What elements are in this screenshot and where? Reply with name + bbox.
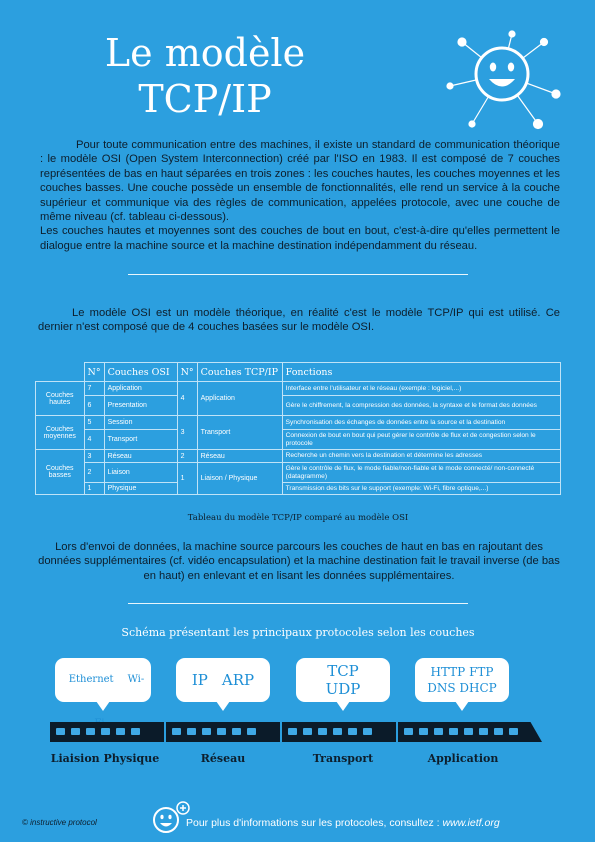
intro-text-1: Pour toute communication entre des machines, il existe un standard de communication théorique : le modèle OSI (Open System Interconnection) créé par l'ISO en 1983. Il est composé de 7 couches représentées de bas en haut séparées en trois zones : les couches hautes, les couches moyennes et les couches basses. Une couche possède un ensemble de fonctionnalités, elle rend un service à la couche supérieur et communique via des règles de communication, appelées protocole, avec une couche de même niveau (cf. tableau ci-dessous). — [40, 139, 560, 224]
osi-layer: Transport — [104, 430, 177, 450]
tcp-intro-paragraph — [38, 306, 560, 335]
train-car-2 — [166, 722, 280, 742]
train-window — [419, 728, 428, 735]
intro-text-2: Les couches hautes et moyennes sont des couches de bout en bout, c'est-à-dire qu'elles permettent le dialogue entre la machine source et la machine destination indépendamment du réseau. — [40, 225, 560, 252]
function-cell: Recherche un chemin vers la destination et détermine les adresses — [282, 450, 560, 463]
title-line-2: TCP/IP — [138, 77, 272, 121]
train-window — [434, 728, 443, 735]
footer-link[interactable]: www.ietf.org — [442, 817, 500, 829]
footer-text — [186, 817, 500, 829]
tcp-num: 4 — [177, 382, 197, 416]
train-window — [101, 728, 110, 735]
train-window — [202, 728, 211, 735]
function-cell: Gère le contrôle de flux, le mode fiable/non-fiable et le mode connecté/ non-connecté (datagramme) — [282, 463, 560, 483]
train-window — [464, 728, 473, 735]
page-title — [60, 30, 350, 122]
protocol-label: HTTP — [430, 665, 466, 679]
zone-cell: Couches moyennes — [36, 416, 85, 450]
tcp-num: 2 — [177, 450, 197, 463]
train-window — [116, 728, 125, 735]
header-num-osi: N° — [84, 363, 104, 382]
tcp-layer: Réseau — [197, 450, 282, 463]
osi-num: 6 — [84, 396, 104, 416]
protocol-bubble-reseau — [176, 658, 270, 702]
osi-layer: Physique — [104, 483, 177, 495]
header-couches-tcp: Couches TCP/IP — [197, 363, 282, 382]
tcp-intro-text: Le modèle OSI est un modèle théorique, en réalité c'est le modèle TCP/IP qui est utilisé. Ce dernier n'est composé que de 4 couches basées sur le modèle OSI. — [38, 307, 560, 334]
train-window — [288, 728, 297, 735]
train-window — [479, 728, 488, 735]
osi-num: 4 — [84, 430, 104, 450]
train-car-3 — [282, 722, 396, 742]
table-row — [36, 396, 561, 416]
protocol-label: ARP — [221, 671, 255, 689]
train-window — [131, 728, 140, 735]
layer-label-application: Application — [427, 752, 499, 765]
osi-tcp-table — [35, 362, 561, 495]
protocol-label: FTP — [469, 665, 494, 679]
function-cell: Interface entre l'utilisateur et le réseau (exemple : logiciel,...) — [282, 382, 560, 396]
train-window — [303, 728, 312, 735]
osi-layer: Session — [104, 416, 177, 430]
header-fonctions: Fonctions — [282, 363, 560, 382]
train-window — [217, 728, 226, 735]
function-cell: Transmission des bits sur le support (exemple: Wi-Fi, fibre optique,...) — [282, 483, 560, 495]
tcp-num: 3 — [177, 416, 197, 450]
train-window — [172, 728, 181, 735]
header-num-tcp: N° — [177, 363, 197, 382]
osi-num: 2 — [84, 463, 104, 483]
table-row — [36, 463, 561, 483]
tcp-layer: Application — [197, 382, 282, 416]
encapsulation-paragraph: Lors d'envoi de données, la machine source parcours les couches de haut en bas en rajoutant des données supplémentaires (cf. vidéo encapsulation) et la machine destination fait le travail inverse (de bas en haut) en enlevant et en lisant les données supplémentaires. — [38, 541, 560, 582]
table-row — [36, 382, 561, 396]
train-engine — [398, 722, 542, 742]
protocol-label: IP — [191, 671, 208, 689]
function-cell: Synchronisation des échanges de données entre la source et la destination — [282, 416, 560, 430]
layer-label-reseau: Réseau — [200, 752, 246, 765]
osi-num: 5 — [84, 416, 104, 430]
layer-label-liaison: Liaision Physique — [50, 752, 160, 765]
protocol-bubble-transport — [296, 658, 390, 702]
footer-message: Pour plus d'informations sur les protocoles, consultez : — [186, 817, 440, 829]
osi-num: 3 — [84, 450, 104, 463]
protocol-label: DNS — [427, 681, 456, 695]
protocol-label: Wi- — [127, 674, 145, 685]
tcp-layer: Liaison / Physique — [197, 463, 282, 495]
train-window — [348, 728, 357, 735]
protocol-label: Ethernet — [68, 674, 114, 685]
train-window — [333, 728, 342, 735]
train-window — [318, 728, 327, 735]
protocol-bubble-application — [415, 658, 509, 702]
protocol-label: DHCP — [459, 681, 497, 695]
table-row — [36, 450, 561, 463]
table-row — [36, 483, 561, 495]
protocol-label: TCP — [327, 662, 359, 680]
divider — [128, 603, 468, 604]
table-header-row — [36, 363, 561, 382]
intro-paragraph — [40, 138, 560, 253]
layer-label-transport: Transport — [312, 752, 374, 765]
train-window — [509, 728, 518, 735]
protocol-bubble-liaison — [55, 658, 151, 702]
header-couches-osi: Couches OSI — [104, 363, 177, 382]
function-cell: Connexion de bout en bout qui peut gérer le contrôle de flux et de congestion selon le protocole — [282, 430, 560, 450]
train-window — [363, 728, 372, 735]
tcp-num: 1 — [177, 463, 197, 495]
function-cell: Gère le chiffrement, la compression des données, la syntaxe et le format des données — [282, 396, 560, 416]
osi-num: 1 — [84, 483, 104, 495]
schema-title: Schéma présentant les principaux protocoles selon les couches — [121, 626, 475, 639]
tcp-layer: Transport — [197, 416, 282, 450]
table-row — [36, 416, 561, 430]
zone-cell: Couches basses — [36, 450, 85, 495]
train-car-1 — [50, 722, 164, 742]
network-smiley-logo — [432, 28, 562, 136]
train-window — [247, 728, 256, 735]
train-window — [404, 728, 413, 735]
train-window — [232, 728, 241, 735]
divider — [128, 274, 468, 275]
table-caption: Tableau du modèle TCP/IP comparé au modèle OSI — [187, 513, 409, 523]
train-window — [494, 728, 503, 735]
title-line-1: Le modèle — [104, 31, 306, 75]
osi-num: 7 — [84, 382, 104, 396]
osi-layer: Presentation — [104, 396, 177, 416]
osi-layer: Liaison — [104, 463, 177, 483]
protocol-label: UDP — [325, 680, 361, 698]
zone-cell: Couches hautes — [36, 382, 85, 416]
train-window — [71, 728, 80, 735]
train-window — [86, 728, 95, 735]
osi-layer: Application — [104, 382, 177, 396]
table-row — [36, 430, 561, 450]
train-window — [56, 728, 65, 735]
copyright: © instructive protocol — [22, 818, 97, 827]
train-window — [187, 728, 196, 735]
train-window — [449, 728, 458, 735]
osi-layer: Réseau — [104, 450, 177, 463]
